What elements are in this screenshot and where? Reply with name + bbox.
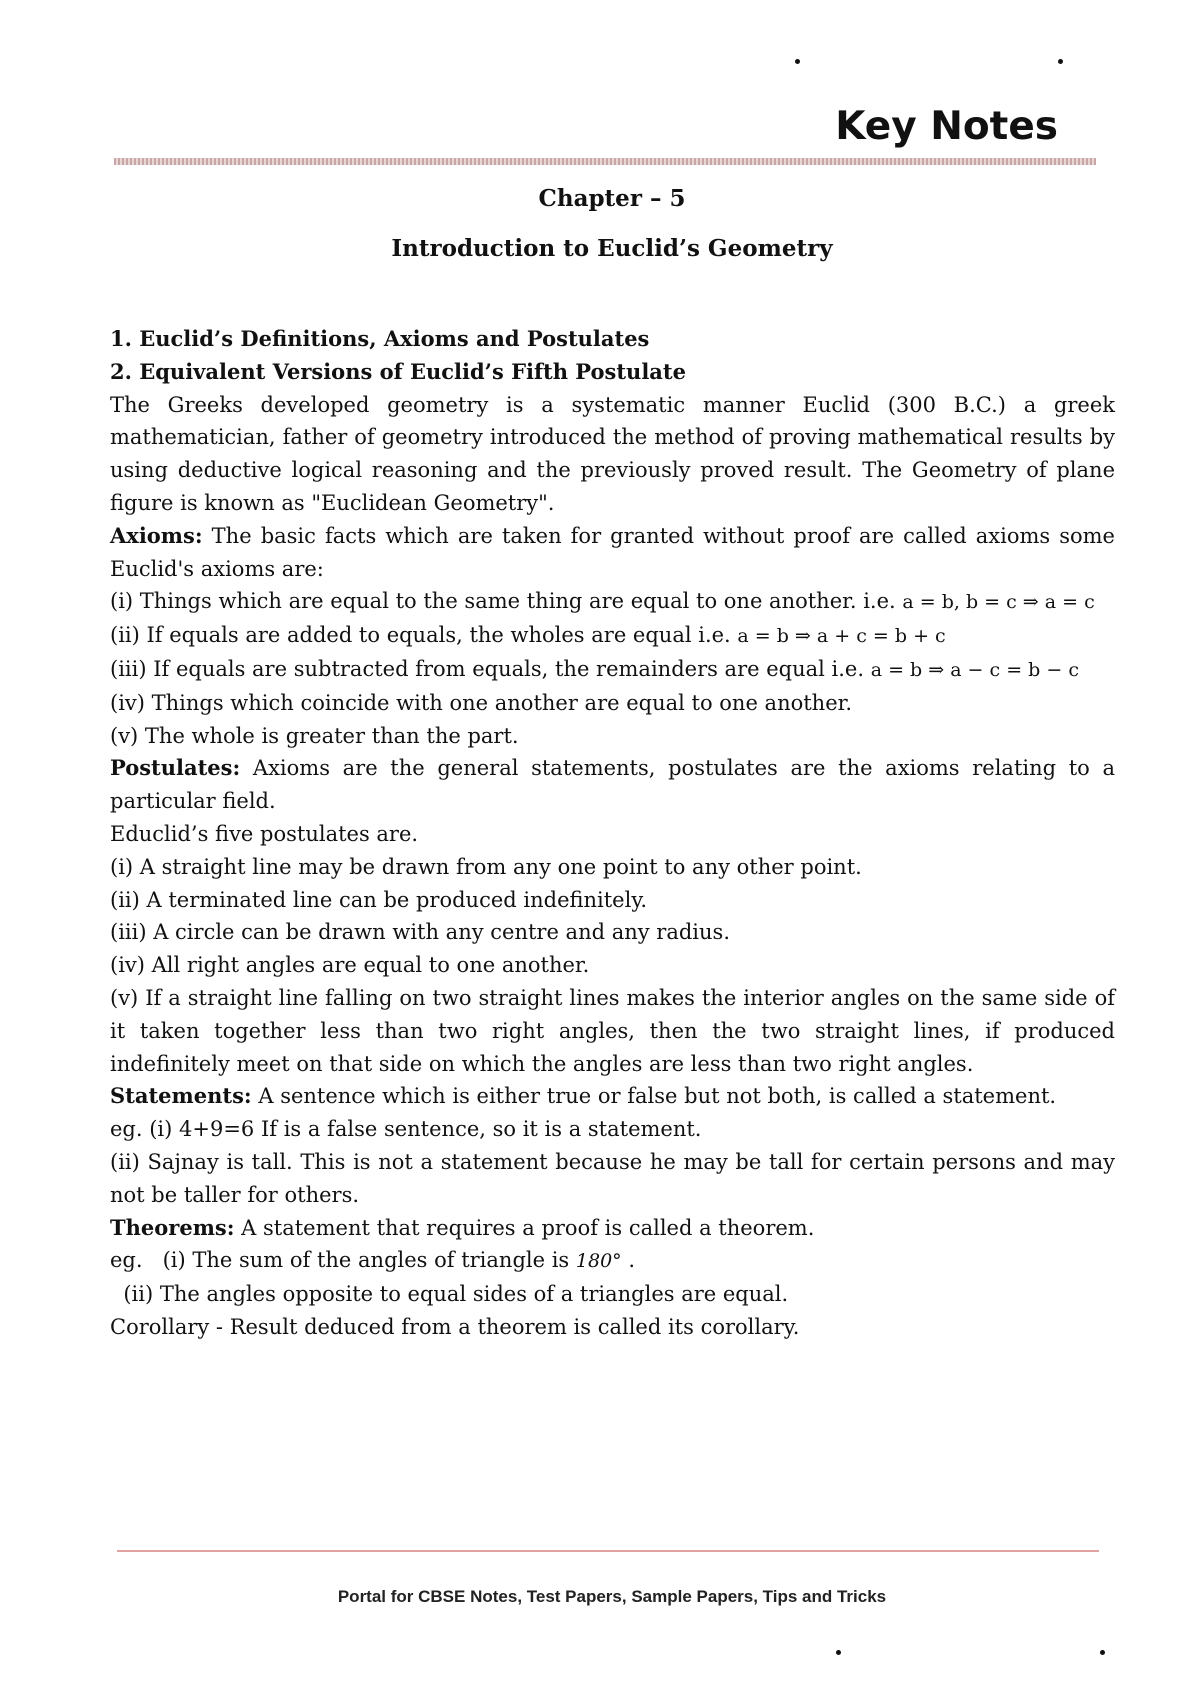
axiom-item: (v) The whole is greater than the part.	[110, 723, 519, 748]
section-heading-1: 1. Euclid’s Definitions, Axioms and Postulates	[110, 326, 650, 351]
footer-text: Portal for CBSE Notes, Test Papers, Sample Papers, Tips and Tricks	[337, 1587, 887, 1606]
statements-definition: Statements: A sentence which is either true or false but not both, is called a statement.	[110, 1083, 1057, 1109]
postulate-item: (v) If a straight line falling on two straight lines makes the interior angles on the same side of it taken together less than two right angles, then the two straight lines, if produced indefinitely meet on that side on which the angles are less than two right angles.	[110, 985, 1115, 1076]
statements-label: Statements:	[110, 1083, 252, 1109]
chapter-title: Introduction to Euclid’s Geometry	[391, 235, 833, 262]
theorems-label: Theorems:	[110, 1214, 235, 1240]
axiom-item: (ii) If equals are added to equals, the wholes are equal i.e. a = b ⇒ a + c = b + c	[110, 623, 946, 648]
postulates-lead: Educlid’s five postulates are.	[110, 821, 419, 846]
theorems-definition: Theorems: A statement that requires a proof is called a theorem.	[110, 1214, 815, 1240]
chapter-number: Chapter – 5	[538, 185, 686, 212]
angle-value: 180°	[575, 1250, 622, 1273]
postulate-item: (i) A straight line may be drawn from any one point to any other point.	[110, 854, 862, 879]
theorem-example: (ii) The angles opposite to equal sides of a triangles are equal.	[110, 1282, 789, 1307]
axioms-label: Axioms:	[110, 522, 203, 548]
postulates-label: Postulates:	[110, 755, 241, 781]
corollary-definition: Corollary - Result deduced from a theorem is called its corollary.	[110, 1314, 800, 1339]
axiom-item: (iv) Things which coincide with one another are equal to one another.	[110, 690, 853, 715]
axiom-formula: a = b ⇒ a − c = b − c	[870, 658, 1079, 681]
page-header-title: Key Notes	[835, 104, 1058, 149]
corner-dot-bottom-left	[836, 1650, 841, 1655]
corner-dot-bottom-right	[1100, 1650, 1105, 1655]
statement-example: eg. (i) 4+9=6 If is a false sentence, so it is a statement.	[110, 1117, 702, 1142]
axiom-formula: a = b ⇒ a + c = b + c	[737, 625, 946, 648]
corner-dot-top-left	[795, 59, 800, 64]
corner-dot-top-right	[1058, 59, 1063, 64]
statement-example: (ii) Sajnay is tall. This is not a statement because he may be tall for certain persons and may not be taller for others.	[110, 1149, 1115, 1207]
axiom-item: (i) Things which are equal to the same thing are equal to one another. i.e. a = b, b = c ⇒ a = c	[110, 589, 1095, 614]
axiom-formula: a = b, b = c ⇒ a = c	[902, 591, 1095, 614]
footer-divider	[117, 1550, 1099, 1552]
postulate-item: (ii) A terminated line can be produced indefinitely.	[110, 887, 648, 912]
axiom-item: (iii) If equals are subtracted from equals, the remainders are equal i.e. a = b ⇒ a − c = b − c	[110, 656, 1079, 681]
axioms-definition: Axioms: The basic facts which are taken for granted without proof are called axioms some Euclid's axioms are:	[110, 522, 1115, 581]
section-heading-2: 2. Equivalent Versions of Euclid’s Fifth Postulate	[110, 358, 686, 384]
notes-body	[110, 323, 1115, 1344]
postulate-item: (iv) All right angles are equal to one another.	[110, 953, 590, 978]
theorem-example: eg. (i) The sum of the angles of triangle is 180° .	[110, 1248, 636, 1273]
postulates-definition: Postulates: Axioms are the general statements, postulates are the axioms relating to a particular field.	[110, 755, 1115, 814]
postulate-item: (iii) A circle can be drawn with any centre and any radius.	[110, 920, 731, 945]
header-divider	[114, 158, 1096, 165]
intro-paragraph: The Greeks developed geometry is a systematic manner Euclid (300 B.C.) a greek mathematician, father of geometry introduced the method of proving mathematical results by using deductive logical reasoning and the previously proved result. The Geometry of plane figure is known as "Euclidean Geometry".	[110, 392, 1115, 515]
